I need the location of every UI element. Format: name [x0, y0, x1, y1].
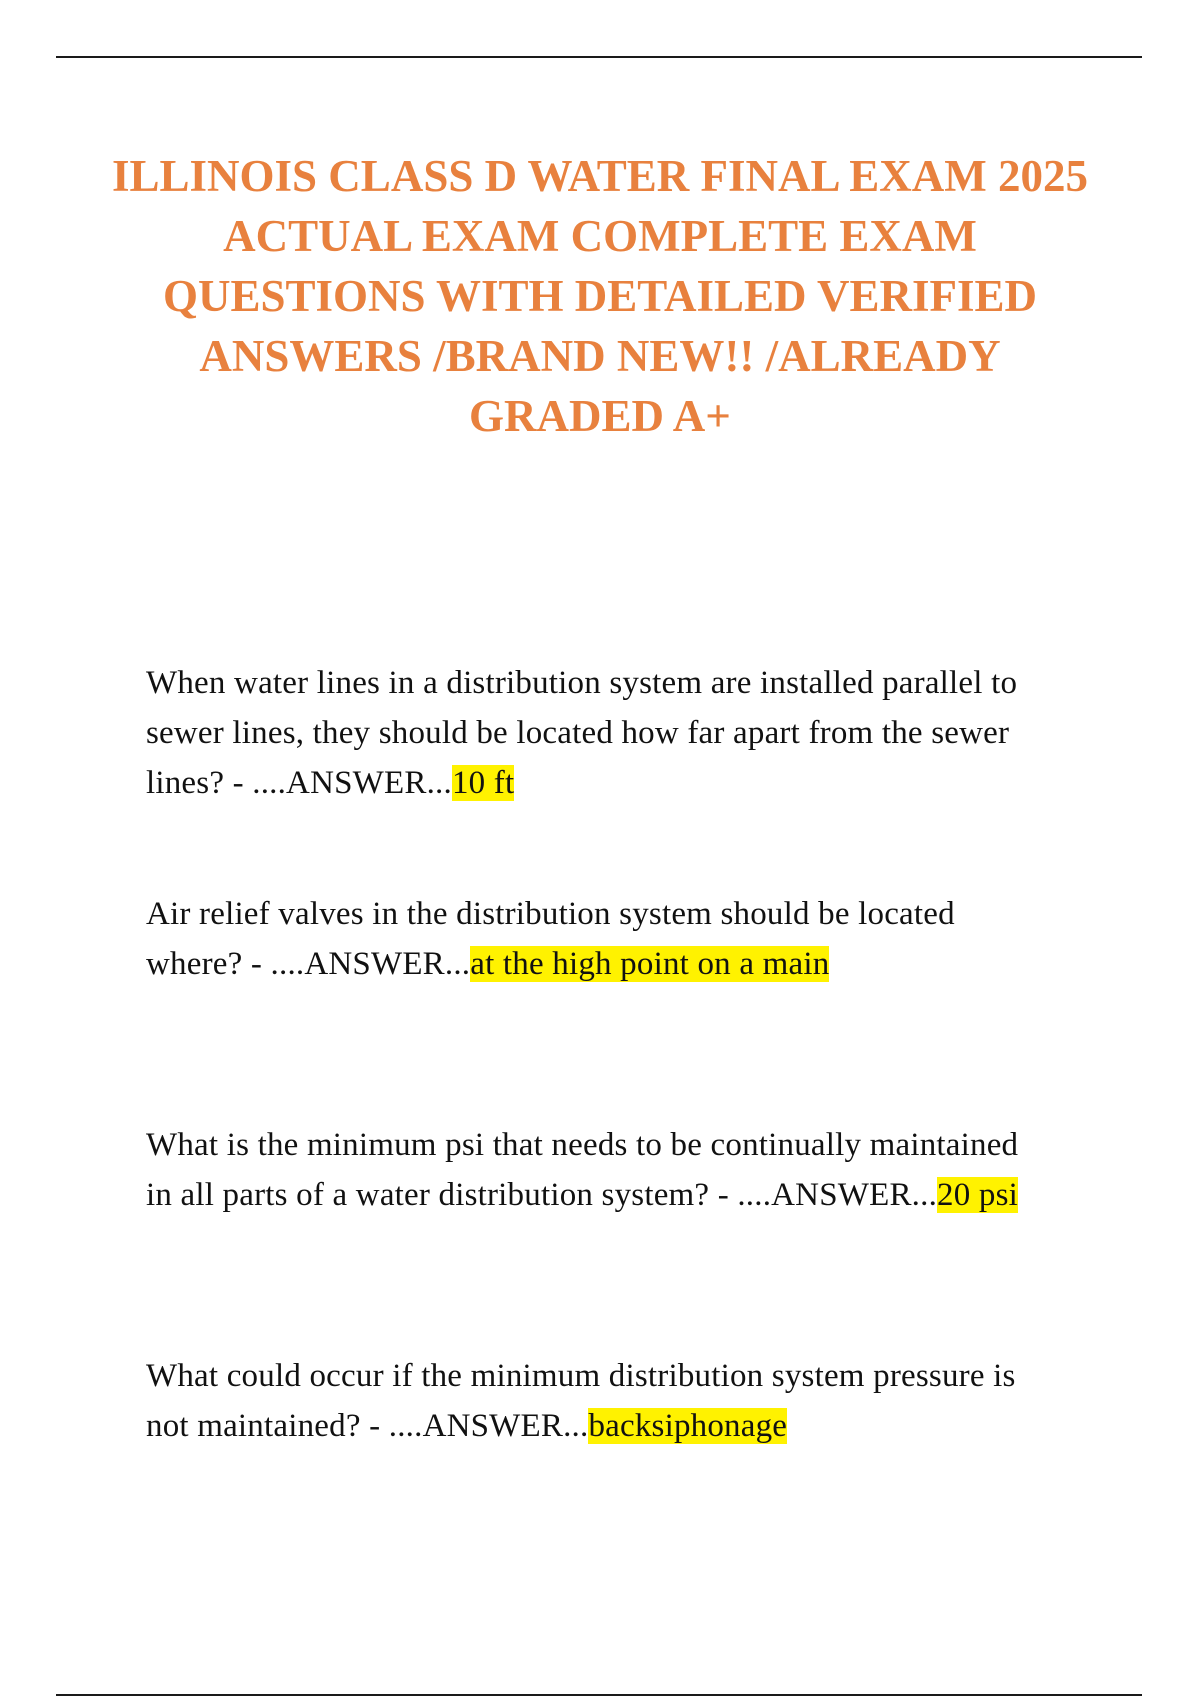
question-text: Air relief valves in the distribution system should be located where? - ....ANSWER... [146, 896, 955, 982]
qa-item [146, 889, 1046, 989]
qa-item [146, 1120, 1046, 1220]
question-text: When water lines in a distribution system are installed parallel to sewer lines, they should be located how far apart from the sewer lines? - ....ANSWER... [146, 665, 1018, 801]
answer-highlight: backsiphonage [588, 1408, 788, 1444]
document-title: ILLINOIS CLASS D WATER FINAL EXAM 2025 ACTUAL EXAM COMPLETE EXAM QUESTIONS WITH DETAILED VERIFIED ANSWERS /BRAND NEW!! /ALREADY GRADED A+ [111, 151, 1089, 441]
answer-highlight: at the high point on a main [470, 946, 830, 982]
question-text: What could occur if the minimum distribution system pressure is not maintained? - ....ANSWER... [146, 1358, 1016, 1444]
qa-item [146, 1351, 1046, 1451]
qa-item [146, 658, 1046, 808]
bottom-rule [56, 1694, 1142, 1696]
question-text: What is the minimum psi that needs to be continually maintained in all parts of a water distribution system? - ....ANSWER... [146, 1127, 1019, 1213]
top-rule [56, 56, 1142, 58]
answer-highlight: 20 psi [937, 1177, 1018, 1213]
answer-highlight: 10 ft [451, 765, 515, 801]
